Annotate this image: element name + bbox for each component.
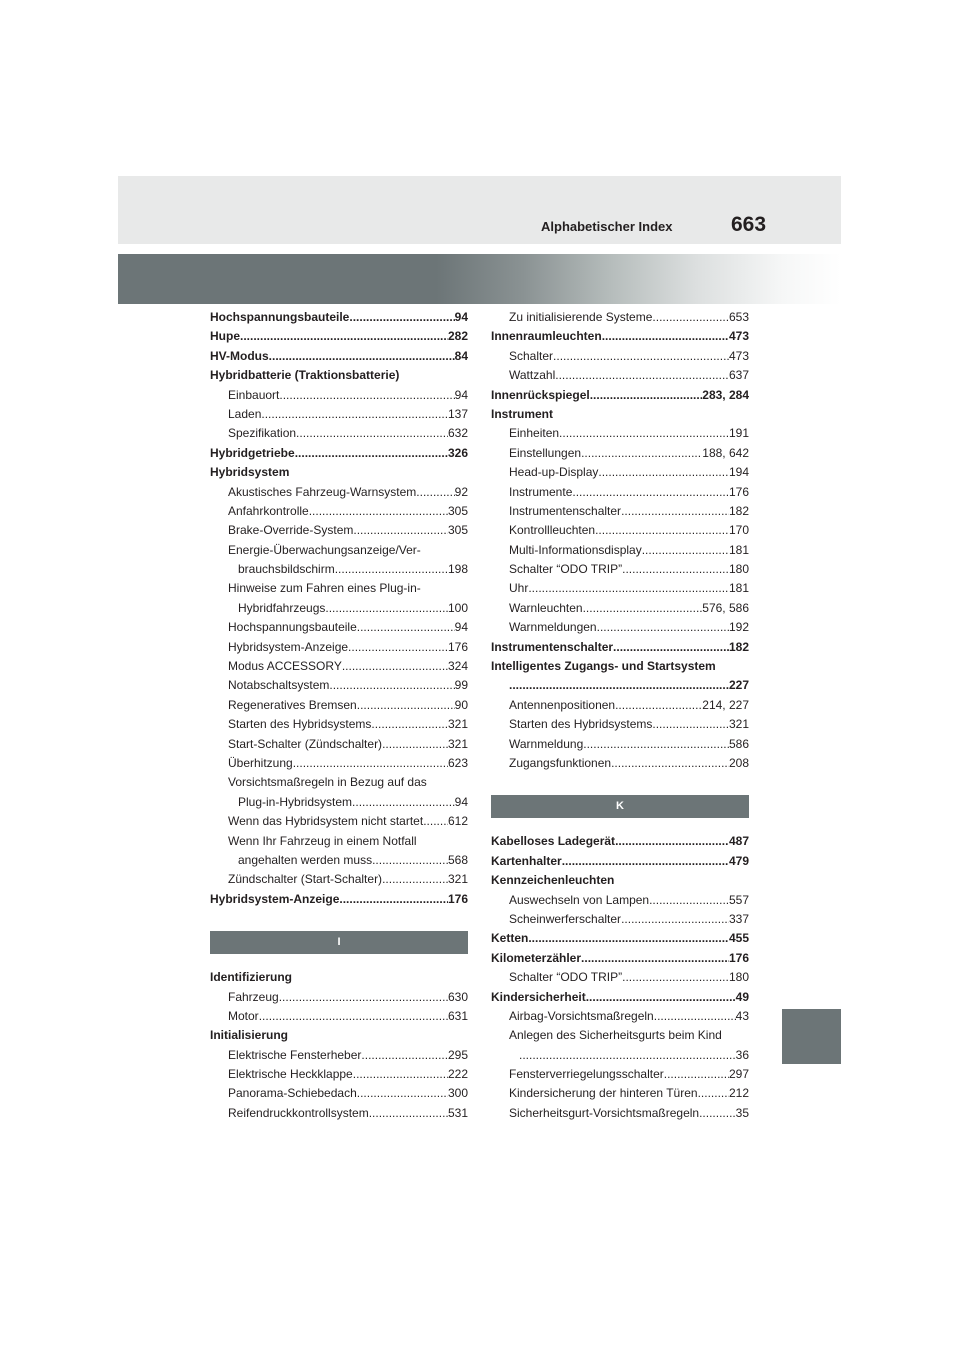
- index-entry: [210, 773, 468, 792]
- entry-term: Kindersicherheit: [491, 989, 586, 1004]
- index-entry: [491, 521, 749, 540]
- entry-page-ref: 43: [735, 1008, 749, 1023]
- entry-term: Starten des Hybridsystems: [509, 717, 653, 732]
- dot-leader: [342, 657, 448, 676]
- index-entry: [491, 1065, 749, 1084]
- entry-page-ref: 326: [447, 445, 468, 460]
- dot-leader: [621, 502, 729, 521]
- index-entry: [210, 308, 468, 327]
- index-entry: [491, 1007, 749, 1026]
- entry-term: Anlegen des Sicherheitsgurts beim Kind: [509, 1028, 722, 1043]
- dot-leader: [259, 1007, 448, 1026]
- index-entry: [210, 832, 468, 851]
- index-entry: [210, 754, 468, 773]
- entry-term: Einstellungen: [509, 445, 582, 460]
- dot-leader: [598, 463, 729, 482]
- entry-term: Reifendruckkontrollsystem: [228, 1105, 369, 1120]
- entry-term: Vorsichtsmaßregeln in Bezug auf das: [228, 775, 427, 790]
- entry-term: Modus ACCESSORY: [228, 659, 342, 674]
- dot-leader: [509, 676, 729, 695]
- section-header-i: I: [210, 931, 468, 954]
- entry-page-ref: 324: [447, 659, 468, 674]
- index-entry: [491, 1026, 749, 1045]
- index-entry: [491, 696, 749, 715]
- index-entry: [210, 541, 468, 560]
- index-entry: [491, 968, 749, 987]
- entry-term: Initialisierung: [210, 1028, 289, 1043]
- entry-page-ref: 84: [454, 348, 468, 363]
- entry-page-ref: 321: [447, 717, 468, 732]
- index-entry: [491, 852, 749, 871]
- entry-page-ref: 94: [454, 794, 468, 809]
- index-entry: [210, 579, 468, 598]
- index-entry: [491, 502, 749, 521]
- dot-leader: [586, 988, 736, 1007]
- dot-leader: [423, 812, 448, 831]
- entry-page-ref: 297: [728, 1067, 749, 1082]
- index-entry: [210, 735, 468, 754]
- index-entry: [491, 560, 749, 579]
- index-entry: [491, 676, 749, 695]
- dot-leader: [519, 1046, 736, 1065]
- entry-page-ref: 181: [728, 542, 749, 557]
- entry-term: Energie-Überwachungsanzeige/Ver-: [228, 542, 421, 557]
- index-entry: [210, 1084, 468, 1103]
- index-entry: [210, 1104, 468, 1123]
- dot-leader: [416, 483, 454, 502]
- dot-leader: [357, 618, 455, 637]
- entry-term: Zu initialisierende Systeme: [509, 310, 653, 324]
- index-entry: [210, 793, 468, 812]
- entry-term: Hochspannungsbauteile: [210, 310, 350, 324]
- index-entry: [210, 696, 468, 715]
- entry-term: Einheiten: [509, 426, 560, 441]
- index-entry: [491, 910, 749, 929]
- entry-page-ref: 36: [735, 1047, 749, 1062]
- entry-term: Hinweise zum Fahren eines Plug-in-: [228, 581, 421, 596]
- entry-term: Spezifikation: [228, 426, 297, 441]
- entry-term: Überhitzung: [228, 755, 293, 770]
- entry-page-ref: 170: [728, 523, 749, 538]
- page-number: 663: [731, 213, 767, 236]
- entry-page-ref: 305: [447, 503, 468, 518]
- entry-term: Kontrollleuchten: [509, 523, 596, 538]
- entry-page-ref: 321: [447, 736, 468, 751]
- index-entry: [491, 988, 749, 1007]
- dot-leader: [583, 599, 703, 618]
- entry-page-ref: 630: [447, 989, 468, 1004]
- index-entries: [491, 832, 749, 1123]
- index-entry: [491, 444, 749, 463]
- entry-page-ref: 214, 227: [702, 697, 749, 712]
- index-entry: [210, 386, 468, 405]
- entry-page-ref: 212: [728, 1086, 749, 1101]
- entry-page-ref: 49: [735, 989, 749, 1004]
- entry-page-ref: 94: [454, 620, 468, 635]
- dot-leader: [699, 1104, 736, 1123]
- index-entry: [491, 891, 749, 910]
- index-entry: [491, 308, 749, 327]
- index-entry: [210, 851, 468, 870]
- entry-page-ref: 222: [447, 1067, 468, 1082]
- entry-term: Hybridsystem-Anzeige: [210, 891, 340, 906]
- entry-term: Instrumentenschalter: [509, 503, 622, 518]
- entry-term: Fensterverriegelungsschalter: [509, 1067, 664, 1082]
- entry-page-ref: 321: [728, 717, 749, 732]
- dot-leader: [261, 405, 448, 424]
- entry-page-ref: 176: [728, 950, 749, 965]
- entry-term: Schalter: [509, 348, 554, 363]
- entry-page-ref: 90: [454, 697, 468, 712]
- dot-leader: [361, 1046, 448, 1065]
- index-entry: [491, 871, 749, 890]
- entry-page-ref: 198: [447, 562, 468, 577]
- index-column-left: [210, 308, 468, 1123]
- index-entry: [210, 327, 468, 346]
- index-entry: [210, 1046, 468, 1065]
- dot-leader: [371, 715, 448, 734]
- dot-leader: [562, 852, 729, 871]
- entry-term: Kilometerzähler: [491, 950, 582, 965]
- dot-leader: [613, 638, 729, 657]
- entry-term: HV-Modus: [210, 348, 269, 363]
- entry-term: Kennzeichenleuchten: [491, 873, 615, 888]
- entry-page-ref: 176: [447, 891, 468, 906]
- dot-leader: [649, 891, 729, 910]
- index-entry: [210, 444, 468, 463]
- dot-leader: [296, 424, 448, 443]
- index-entry: [210, 618, 468, 637]
- dot-leader: [615, 696, 702, 715]
- entry-term: Zündschalter (Start-Schalter): [228, 872, 383, 887]
- entry-page-ref: 35: [735, 1105, 749, 1120]
- dot-leader: [611, 754, 729, 773]
- index-entry: [210, 1007, 468, 1026]
- entry-page-ref: 305: [447, 523, 468, 538]
- entry-page-ref: 557: [728, 892, 749, 907]
- entry-term: brauchsbildschirm: [238, 562, 335, 577]
- entry-term: Hochspannungsbauteile: [228, 620, 357, 635]
- index-entry: [491, 424, 749, 443]
- index-entry: [210, 599, 468, 618]
- entry-page-ref: 191: [728, 426, 749, 441]
- index-entry: [491, 463, 749, 482]
- entry-page-ref: 182: [728, 639, 749, 654]
- dot-leader: [559, 424, 729, 443]
- entry-page-ref: 487: [728, 834, 749, 849]
- index-entry: [210, 1026, 468, 1045]
- index-column-right: [491, 308, 749, 1123]
- index-entry: [210, 812, 468, 831]
- dot-leader: [353, 1065, 448, 1084]
- entry-page-ref: 180: [728, 970, 749, 985]
- index-entry: [210, 502, 468, 521]
- index-entry: [491, 541, 749, 560]
- index-entry: [491, 327, 749, 346]
- entry-page-ref: 531: [447, 1105, 468, 1120]
- entry-page-ref: 576, 586: [702, 600, 749, 615]
- entry-page-ref: 99: [454, 678, 468, 693]
- entry-term: Hupe: [210, 329, 240, 344]
- index-entry: [491, 1104, 749, 1123]
- entry-term: Anfahrkontrolle: [228, 503, 309, 518]
- dot-leader: [602, 327, 729, 346]
- entry-page-ref: 282: [447, 329, 468, 344]
- decorative-gradient-bar: [118, 254, 841, 304]
- entry-term: Instrumentenschalter: [491, 639, 614, 654]
- index-entry: [210, 463, 468, 482]
- entry-page-ref: 586: [728, 736, 749, 751]
- entry-term: Kartenhalter: [491, 853, 562, 868]
- entry-page-ref: 623: [447, 755, 468, 770]
- dot-leader: [528, 579, 729, 598]
- dot-leader: [329, 676, 454, 695]
- dot-leader: [357, 1084, 448, 1103]
- section-header-k: K: [491, 795, 749, 818]
- entry-term: Warnleuchten: [509, 600, 583, 615]
- dot-leader: [325, 599, 448, 618]
- entry-term: Einbauort: [228, 387, 280, 402]
- dot-leader: [581, 444, 702, 463]
- entry-term: Start-Schalter (Zündschalter): [228, 736, 383, 751]
- dot-leader: [590, 386, 703, 405]
- dot-leader: [269, 347, 455, 366]
- entry-page-ref: 100: [447, 600, 468, 615]
- entry-term: Wenn das Hybridsystem nicht startet: [228, 814, 424, 829]
- dot-leader: [654, 1007, 736, 1026]
- entry-page-ref: 194: [728, 465, 749, 480]
- entry-term: Hybridsystem: [210, 465, 290, 480]
- index-entries: [491, 308, 749, 773]
- entry-term: Ketten: [491, 931, 529, 946]
- entry-page-ref: 479: [728, 853, 749, 868]
- entry-page-ref: 208: [728, 755, 749, 770]
- entry-page-ref: 181: [728, 581, 749, 596]
- chapter-thumb-tab: [782, 1009, 841, 1064]
- entry-term: Motor: [228, 1008, 259, 1023]
- entry-page-ref: 653: [728, 310, 749, 324]
- entry-page-ref: 473: [728, 329, 749, 344]
- dot-leader: [583, 735, 729, 754]
- index-entry: [210, 968, 468, 987]
- entry-term: Hybridbatterie (Traktionsbatterie): [210, 368, 400, 383]
- entry-term: Wattzahl: [509, 368, 556, 383]
- entry-term: Warnmeldung: [509, 736, 584, 751]
- entry-term: Schalter “ODO TRIP”: [509, 970, 623, 985]
- entry-page-ref: 94: [454, 387, 468, 402]
- entry-term: Multi-Informationsdisplay: [509, 542, 642, 557]
- dot-leader: [353, 521, 448, 540]
- entry-term: Regeneratives Bremsen: [228, 697, 357, 712]
- entry-term: Identifizierung: [210, 970, 292, 985]
- dot-leader: [642, 541, 729, 560]
- entry-term: Sicherheitsgurt-Vorsichtsmaßregeln: [509, 1105, 700, 1120]
- index-entry: [491, 638, 749, 657]
- entry-page-ref: 631: [447, 1008, 468, 1023]
- dot-leader: [335, 560, 448, 579]
- index-entry: [491, 579, 749, 598]
- index-entry: [210, 890, 468, 909]
- index-entries: [210, 968, 468, 1123]
- entry-page-ref: 188, 642: [702, 445, 749, 460]
- dot-leader: [664, 1065, 729, 1084]
- index-entry: [210, 715, 468, 734]
- dot-leader: [652, 715, 729, 734]
- entry-page-ref: 612: [447, 814, 468, 829]
- entry-term: Laden: [228, 406, 262, 421]
- dot-leader: [553, 347, 729, 366]
- entry-page-ref: 473: [728, 348, 749, 363]
- entry-page-ref: 455: [728, 931, 749, 946]
- index-entry: [491, 754, 749, 773]
- dot-leader: [597, 618, 729, 637]
- entry-page-ref: 92: [454, 484, 468, 499]
- entry-page-ref: 300: [447, 1086, 468, 1101]
- entry-term: Airbag-Vorsichtsmaßregeln: [509, 1008, 654, 1023]
- entry-term: Notabschaltsystem: [228, 678, 330, 693]
- entry-term: Kindersicherung der hinteren Türen: [509, 1086, 698, 1101]
- entry-page-ref: 94: [454, 310, 468, 324]
- index-entry: [210, 424, 468, 443]
- entry-term: Hybridfahrzeugs: [238, 600, 326, 615]
- index-entry: [491, 405, 749, 424]
- dot-leader: [372, 851, 448, 870]
- index-entry: [491, 483, 749, 502]
- entry-term: Brake-Override-System: [228, 523, 354, 538]
- dot-leader: [240, 327, 448, 346]
- index-entry: [210, 560, 468, 579]
- entry-term: Hybridsystem-Anzeige: [228, 639, 349, 654]
- entry-term: Instrument: [491, 406, 554, 421]
- index-entry: [491, 1046, 749, 1065]
- entry-page-ref: 283, 284: [702, 387, 749, 402]
- index-entry: [210, 405, 468, 424]
- dot-leader: [595, 521, 729, 540]
- entry-page-ref: 637: [728, 368, 749, 383]
- dot-leader: [339, 890, 448, 909]
- index-entry: [491, 715, 749, 734]
- dot-leader: [555, 366, 729, 385]
- dot-leader: [622, 560, 729, 579]
- entry-term: Wenn Ihr Fahrzeug in einem Notfall: [228, 833, 417, 848]
- entry-term: Panorama-Schiebedach: [228, 1086, 357, 1101]
- dot-leader: [581, 949, 729, 968]
- entry-term: Zugangsfunktionen: [509, 755, 612, 770]
- entry-page-ref: 182: [728, 503, 749, 518]
- entry-page-ref: 568: [447, 852, 468, 867]
- dot-leader: [348, 638, 448, 657]
- entry-term: Innenraumleuchten: [491, 329, 602, 344]
- dot-leader: [293, 754, 448, 773]
- entry-term: Akustisches Fahrzeug-Warnsystem: [228, 484, 417, 499]
- dot-leader: [382, 735, 448, 754]
- entry-page-ref: 321: [447, 872, 468, 887]
- entry-term: Starten des Hybridsystems: [228, 717, 372, 732]
- entry-term: Head-up-Display: [509, 465, 599, 480]
- dot-leader: [369, 1104, 448, 1123]
- index-entry: [491, 618, 749, 637]
- entry-term: Elektrische Fensterheber: [228, 1047, 362, 1062]
- entry-term: Elektrische Heckklappe: [228, 1067, 353, 1082]
- entry-page-ref: 227: [728, 678, 749, 693]
- index-entry: [210, 988, 468, 1007]
- entry-page-ref: 192: [728, 620, 749, 635]
- index-entry: [491, 735, 749, 754]
- index-entry: [491, 929, 749, 948]
- entry-term: Scheinwerferschalter: [509, 911, 622, 926]
- index-entry: [491, 1084, 749, 1103]
- index-entry: [210, 366, 468, 385]
- index-entry: [210, 1065, 468, 1084]
- entry-term: Instrumente: [509, 484, 573, 499]
- dot-leader: [615, 832, 729, 851]
- entry-term: Plug-in-Hybridsystem: [238, 794, 353, 809]
- entry-term: Innenrückspiegel: [491, 387, 590, 402]
- index-entry: [210, 347, 468, 366]
- entry-page-ref: 632: [447, 426, 468, 441]
- dot-leader: [357, 696, 455, 715]
- index-entries: [210, 308, 468, 909]
- index-entry: [491, 347, 749, 366]
- dot-leader: [309, 502, 448, 521]
- dot-leader: [652, 308, 729, 327]
- index-entry: [491, 366, 749, 385]
- entry-term: Intelligentes Zugangs- und Startsystem: [491, 659, 716, 674]
- index-entry: [210, 657, 468, 676]
- entry-page-ref: 337: [728, 911, 749, 926]
- dot-leader: [295, 444, 448, 463]
- dot-leader: [349, 308, 454, 327]
- entry-page-ref: 180: [728, 562, 749, 577]
- entry-term: Antennenpositionen: [509, 697, 616, 712]
- dot-leader: [352, 793, 455, 812]
- entry-term: Schalter “ODO TRIP”: [509, 562, 623, 577]
- index-entry: [210, 521, 468, 540]
- entry-page-ref: 176: [447, 639, 468, 654]
- index-entry: [491, 599, 749, 618]
- dot-leader: [528, 929, 729, 948]
- dot-leader: [621, 910, 729, 929]
- index-entry: [210, 638, 468, 657]
- entry-term: angehalten werden muss: [238, 852, 373, 867]
- dot-leader: [622, 968, 729, 987]
- index-entry: [210, 676, 468, 695]
- entry-term: Kabelloses Ladegerät: [491, 834, 616, 849]
- dot-leader: [698, 1084, 729, 1103]
- entry-term: Warnmeldungen: [509, 620, 597, 635]
- index-entry: [491, 386, 749, 405]
- entry-term: Uhr: [509, 581, 529, 596]
- dot-leader: [279, 386, 454, 405]
- dot-leader: [572, 483, 729, 502]
- index-entry: [210, 870, 468, 889]
- section-title: Alphabetischer Index: [541, 219, 673, 234]
- dot-leader: [382, 870, 448, 889]
- entry-page-ref: 295: [447, 1047, 468, 1062]
- entry-term: Fahrzeug: [228, 989, 279, 1004]
- index-entry: [491, 832, 749, 851]
- entry-page-ref: 176: [728, 484, 749, 499]
- entry-page-ref: 137: [447, 406, 468, 421]
- dot-leader: [279, 988, 448, 1007]
- index-entry: [491, 949, 749, 968]
- entry-term: Auswechseln von Lampen: [509, 892, 650, 907]
- index-entry: [491, 657, 749, 676]
- index-entry: [210, 483, 468, 502]
- entry-term: Hybridgetriebe: [210, 445, 295, 460]
